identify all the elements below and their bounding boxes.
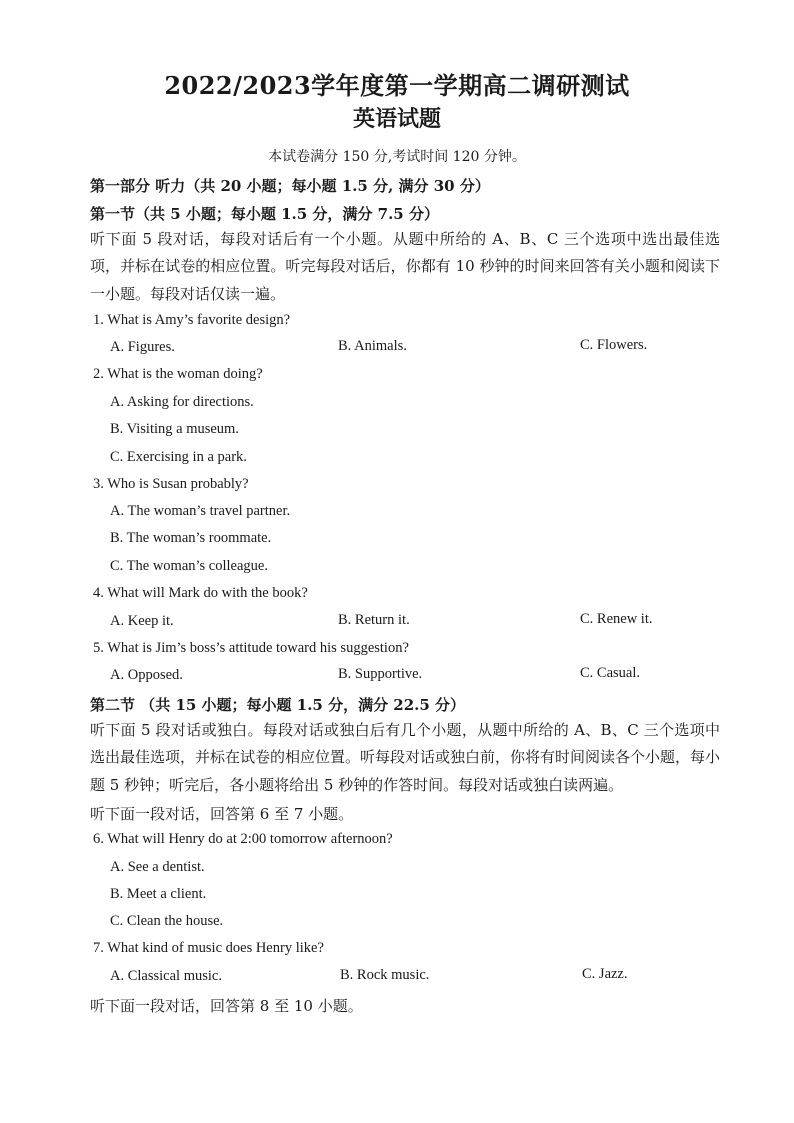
exam-title: 2022/2023学年度第一学期高二调研测试 bbox=[164, 71, 630, 100]
q5-option-b: B. Supportive. bbox=[338, 666, 423, 682]
question-3: 3. Who is Susan probably? bbox=[93, 476, 249, 492]
part1-heading: 第一部分 听力（共 20 小题；每小题 1.5 分, 满分 30 分） bbox=[90, 177, 490, 195]
q4-option-b: B. Return it. bbox=[338, 612, 410, 628]
q3-option-c: C. The woman’s colleague. bbox=[110, 558, 268, 574]
question-2: 2. What is the woman doing? bbox=[93, 366, 263, 382]
q3-option-a: A. The woman’s travel partner. bbox=[110, 503, 291, 519]
q4-option-a: A. Keep it. bbox=[110, 613, 174, 629]
q7-option-c: C. Jazz. bbox=[582, 966, 628, 982]
question-1: 1. What is Amy’s favorite design? bbox=[93, 312, 291, 328]
q6-option-a: A. See a dentist. bbox=[110, 859, 205, 875]
dialog-6-7-instruction: 听下面一段对话，回答第 6 至 7 小题。 bbox=[90, 805, 354, 823]
q6-option-b: B. Meet a client. bbox=[110, 886, 207, 902]
question-5: 5. What is Jim’s boss’s attitude toward his suggestion? bbox=[93, 640, 409, 656]
q2-option-c: C. Exercising in a park. bbox=[110, 449, 247, 465]
section1-instructions: 听下面 5 段对话，每段对话后有一个小题。从题中所给的 A、B、C 三个选项中选出最佳选项，并标在试卷的相应位置。听完每段对话后，你都有 10 秒钟的时间来回答有关小题和阅读下一小题。每段对话仅读一遍。 bbox=[90, 230, 720, 303]
question-4: 4. What will Mark do with the book? bbox=[93, 585, 308, 601]
section2-instructions: 听下面 5 段对话或独白。每段对话或独白后有几个小题，从题中所给的 A、B、C 三个选项中选出最佳选项，并标在试卷的相应位置。听每段对话或独白前，你将有时间阅读各个小题，每小题 5 秒钟；听完后，各小题将给出 5 秒钟的作答时间。每段对话或独白读两遍。 bbox=[90, 721, 721, 794]
q1-option-a: A. Figures. bbox=[110, 339, 175, 355]
q3-option-b: B. The woman’s roommate. bbox=[110, 530, 272, 546]
question-6: 6. What will Henry do at 2:00 tomorrow afternoon? bbox=[93, 831, 393, 847]
q6-option-c: C. Clean the house. bbox=[110, 913, 224, 929]
q1-option-c: C. Flowers. bbox=[580, 337, 648, 353]
section1-heading: 第一节（共 5 小题；每小题 1.5 分，满分 7.5 分） bbox=[90, 205, 439, 223]
q4-option-c: C. Renew it. bbox=[580, 611, 653, 627]
q2-option-b: B. Visiting a museum. bbox=[110, 421, 239, 437]
exam-subtitle: 英语试题 bbox=[352, 106, 441, 132]
exam-note: 本试卷满分 150 分,考试时间 120 分钟。 bbox=[268, 149, 526, 165]
q7-option-b: B. Rock music. bbox=[340, 967, 430, 983]
q5-option-a: A. Opposed. bbox=[110, 667, 183, 683]
question-7: 7. What kind of music does Henry like? bbox=[93, 940, 324, 956]
dialog-8-10-instruction: 听下面一段对话，回答第 8 至 10 小题。 bbox=[90, 997, 363, 1015]
q1-option-b: B. Animals. bbox=[338, 338, 407, 354]
q2-option-a: A. Asking for directions. bbox=[110, 394, 254, 410]
q7-option-a: A. Classical music. bbox=[110, 968, 222, 984]
section2-heading: 第二节 （共 15 小题；每小题 1.5 分，满分 22.5 分） bbox=[90, 696, 466, 714]
q5-option-c: C. Casual. bbox=[580, 665, 641, 681]
